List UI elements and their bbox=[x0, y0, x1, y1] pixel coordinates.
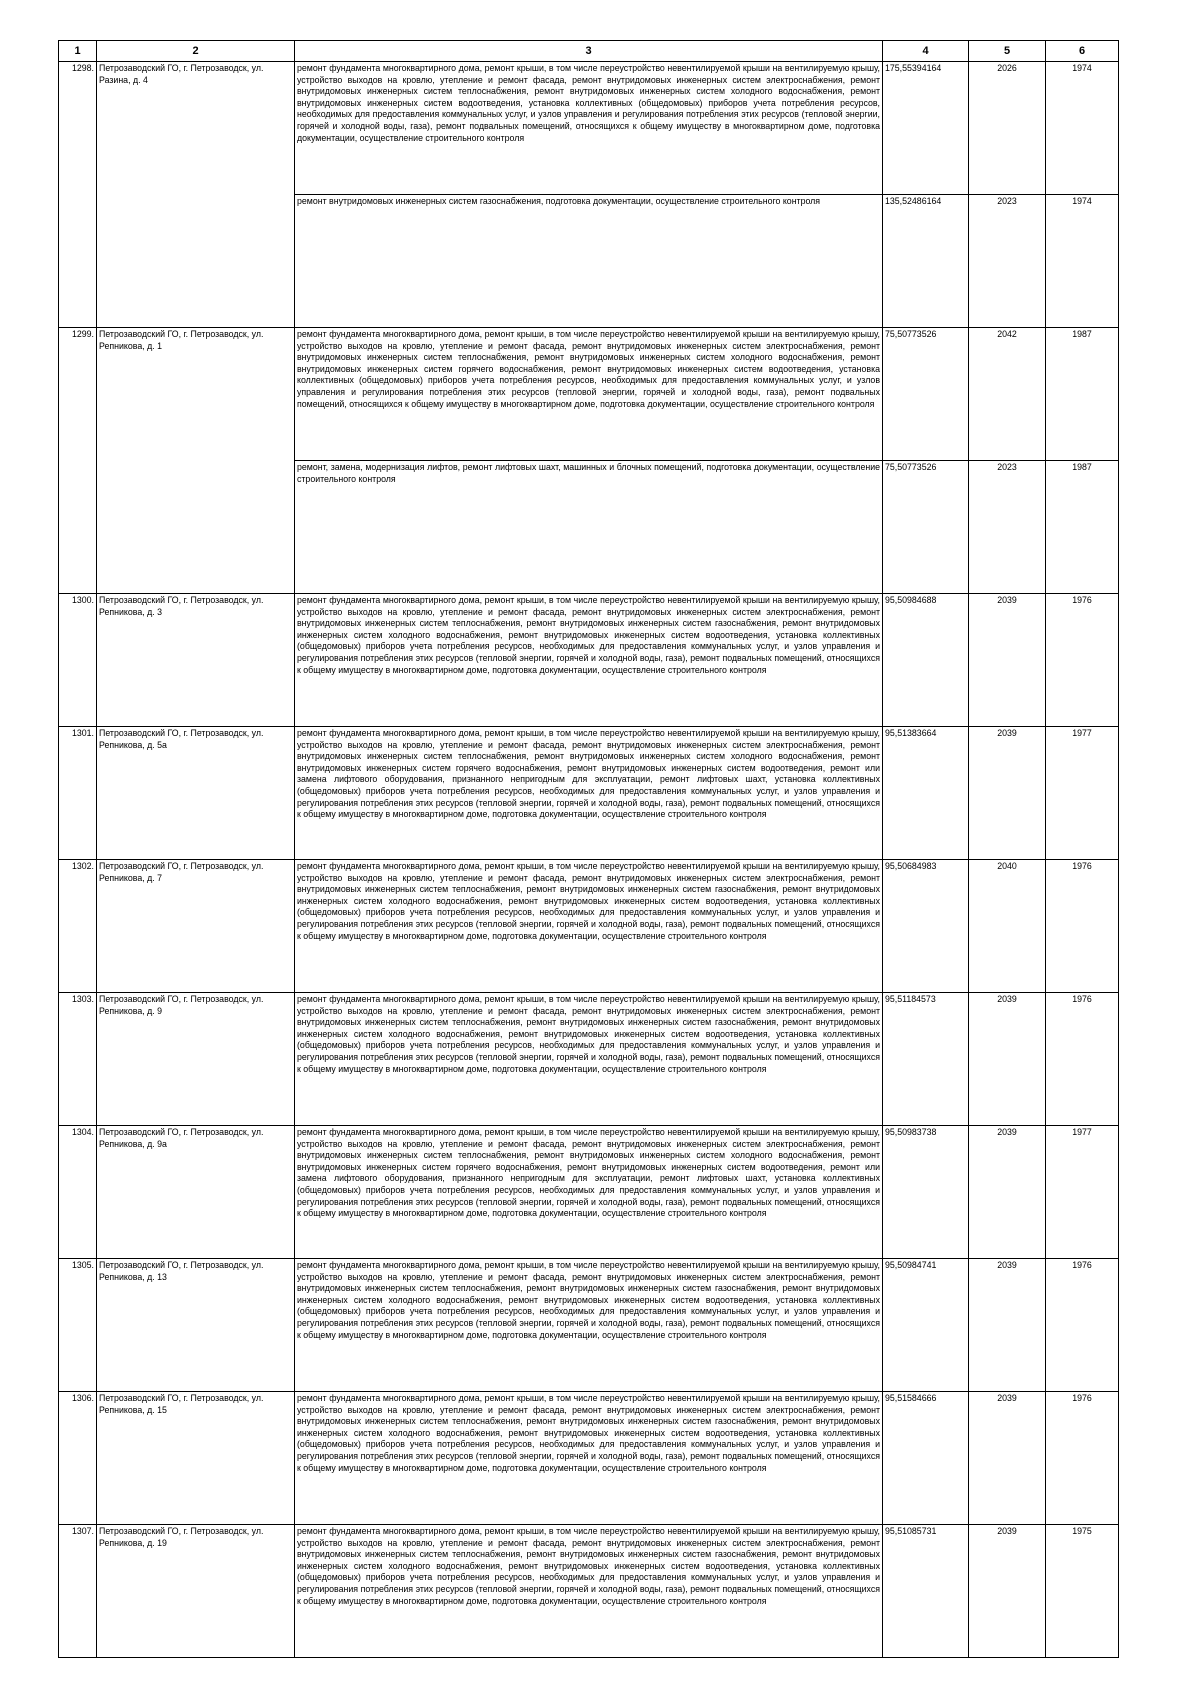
value-cell: 95,50984688 bbox=[883, 594, 969, 727]
build-year-cell: 1976 bbox=[1046, 1259, 1119, 1392]
table-row bbox=[59, 860, 1119, 993]
build-year-cell: 1976 bbox=[1046, 993, 1119, 1126]
works-cell: ремонт, замена, модернизация лифтов, ремонт лифтовых шахт, машинных и блочных помещений, подготовка документации, осуществление строительного контроля bbox=[295, 461, 883, 594]
table-row bbox=[59, 594, 1119, 727]
value-cell: 95,51085731 bbox=[883, 1525, 969, 1658]
header-col-5: 5 bbox=[969, 41, 1046, 62]
address-cell: Петрозаводский ГО, г. Петрозаводск, ул. Репникова, д. 3 bbox=[97, 594, 295, 727]
plan-year-cell: 2039 bbox=[969, 727, 1046, 860]
plan-year-cell: 2039 bbox=[969, 1126, 1046, 1259]
works-cell: ремонт фундамента многоквартирного дома, ремонт крыши, в том числе переустройство невентилируемой крыши на вентилируемую крышу, устройство выходов на кровлю, утепление и ремонт фасада, ремонт внутридомовых инженерных систем электроснабжения, ремонт внутридомовых инженерных систем теплоснабжения, ремонт внутридомовых инженерных систем газоснабжения, ремонт внутридомовых инженерных систем холодного водоснабжения, ремонт внутридомовых инженерных систем водоотведения, установка коллективных (общедомовых) приборов учета потребления ресурсов, необходимых для предоставления коммунальных услуг, и узлов управления и регулирования потребления этих ресурсов (тепловой энергии, горячей и холодной воды, газа), ремонт подвальных помещений, относящихся к общему имуществу в многоквартирном доме, подготовка документации, осуществление строительного контроля bbox=[295, 1392, 883, 1525]
build-year-cell: 1977 bbox=[1046, 727, 1119, 860]
row-number: 1304. bbox=[59, 1126, 97, 1259]
plan-year-cell: 2042 bbox=[969, 328, 1046, 461]
table-row bbox=[59, 993, 1119, 1126]
value-cell: 95,51383664 bbox=[883, 727, 969, 860]
table-row bbox=[59, 727, 1119, 860]
value-cell: 95,50983738 bbox=[883, 1126, 969, 1259]
row-number: 1299. bbox=[59, 328, 97, 594]
works-cell: ремонт фундамента многоквартирного дома, ремонт крыши, в том числе переустройство невентилируемой крыши на вентилируемую крышу, устройство выходов на кровлю, утепление и ремонт фасада, ремонт внутридомовых инженерных систем электроснабжения, ремонт внутридомовых инженерных систем теплоснабжения, ремонт внутридомовых инженерных систем газоснабжения, ремонт внутридомовых инженерных систем холодного водоснабжения, ремонт внутридомовых инженерных систем водоотведения, установка коллективных (общедомовых) приборов учета потребления ресурсов, необходимых для предоставления коммунальных услуг, и узлов управления и регулирования потребления этих ресурсов (тепловой энергии, горячей и холодной воды, газа), ремонт подвальных помещений, относящихся к общему имуществу в многоквартирном доме, подготовка документации, осуществление строительного контроля bbox=[295, 1525, 883, 1658]
address-cell: Петрозаводский ГО, г. Петрозаводск, ул. Репникова, д. 5а bbox=[97, 727, 295, 860]
header-col-3: 3 bbox=[295, 41, 883, 62]
build-year-cell: 1977 bbox=[1046, 1126, 1119, 1259]
plan-year-cell: 2040 bbox=[969, 860, 1046, 993]
works-cell: ремонт внутридомовых инженерных систем газоснабжения, подготовка документации, осуществление строительного контроля bbox=[295, 195, 883, 328]
works-cell: ремонт фундамента многоквартирного дома, ремонт крыши, в том числе переустройство невентилируемой крыши на вентилируемую крышу, устройство выходов на кровлю, утепление и ремонт фасада, ремонт внутридомовых инженерных систем электроснабжения, ремонт внутридомовых инженерных систем теплоснабжения, ремонт внутридомовых инженерных систем газоснабжения, ремонт внутридомовых инженерных систем холодного водоснабжения, ремонт внутридомовых инженерных систем водоотведения, установка коллективных (общедомовых) приборов учета потребления ресурсов, необходимых для предоставления коммунальных услуг, и узлов управления и регулирования потребления этих ресурсов (тепловой энергии, горячей и холодной воды, газа), ремонт подвальных помещений, относящихся к общему имуществу в многоквартирном доме, подготовка документации, осуществление строительного контроля bbox=[295, 594, 883, 727]
build-year-cell: 1976 bbox=[1046, 594, 1119, 727]
value-cell: 175,55394164 bbox=[883, 62, 969, 195]
works-cell: ремонт фундамента многоквартирного дома, ремонт крыши, в том числе переустройство невентилируемой крыши на вентилируемую крышу, устройство выходов на кровлю, утепление и ремонт фасада, ремонт внутридомовых инженерных систем электроснабжения, ремонт внутридомовых инженерных систем теплоснабжения, ремонт внутридомовых инженерных систем газоснабжения, ремонт внутридомовых инженерных систем холодного водоснабжения, ремонт внутридомовых инженерных систем водоотведения, установка коллективных (общедомовых) приборов учета потребления ресурсов, необходимых для предоставления коммунальных услуг, и узлов управления и регулирования потребления этих ресурсов (тепловой энергии, горячей и холодной воды, газа), ремонт подвальных помещений, относящихся к общему имуществу в многоквартирном доме, подготовка документации, осуществление строительного контроля bbox=[295, 1259, 883, 1392]
build-year-cell: 1987 bbox=[1046, 328, 1119, 461]
header-col-6: 6 bbox=[1046, 41, 1119, 62]
address-cell: Петрозаводский ГО, г. Петрозаводск, ул. Репникова, д. 15 bbox=[97, 1392, 295, 1525]
plan-year-cell: 2039 bbox=[969, 993, 1046, 1126]
plan-year-cell: 2023 bbox=[969, 461, 1046, 594]
plan-year-cell: 2039 bbox=[969, 594, 1046, 727]
value-cell: 95,51184573 bbox=[883, 993, 969, 1126]
works-cell: ремонт фундамента многоквартирного дома, ремонт крыши, в том числе переустройство невентилируемой крыши на вентилируемую крышу, устройство выходов на кровлю, утепление и ремонт фасада, ремонт внутридомовых инженерных систем электроснабжения, ремонт внутридомовых инженерных систем теплоснабжения, ремонт внутридомовых инженерных систем холодного водоснабжения, ремонт внутридомовых инженерных систем горячего водоснабжения, ремонт внутридомовых инженерных систем водоотведения, ремонт или замена лифтового оборудования, признанного непригодным для эксплуатации, ремонт лифтовых шахт, установка коллективных (общедомовых) приборов учета потребления ресурсов, необходимых для предоставления коммунальных услуг, и узлов управления и регулирования потребления этих ресурсов (тепловой энергии, горячей и холодной воды, газа), ремонт подвальных помещений, относящихся к общему имуществу в многоквартирном доме, подготовка документации, осуществление строительного контроля bbox=[295, 727, 883, 860]
works-cell: ремонт фундамента многоквартирного дома, ремонт крыши, в том числе переустройство невентилируемой крыши на вентилируемую крышу, устройство выходов на кровлю, утепление и ремонт фасада, ремонт внутридомовых инженерных систем электроснабжения, ремонт внутридомовых инженерных систем теплоснабжения, ремонт внутридомовых инженерных систем газоснабжения, ремонт внутридомовых инженерных систем холодного водоснабжения, ремонт внутридомовых инженерных систем водоотведения, установка коллективных (общедомовых) приборов учета потребления ресурсов, необходимых для предоставления коммунальных услуг, и узлов управления и регулирования потребления этих ресурсов (тепловой энергии, горячей и холодной воды, газа), ремонт подвальных помещений, относящихся к общему имуществу в многоквартирном доме, подготовка документации, осуществление строительного контроля bbox=[295, 860, 883, 993]
plan-year-cell: 2023 bbox=[969, 195, 1046, 328]
table-row bbox=[59, 1392, 1119, 1525]
plan-year-cell: 2039 bbox=[969, 1392, 1046, 1525]
row-number: 1301. bbox=[59, 727, 97, 860]
table-row bbox=[59, 1259, 1119, 1392]
value-cell: 75,50773526 bbox=[883, 461, 969, 594]
value-cell: 95,50984741 bbox=[883, 1259, 969, 1392]
value-cell: 135,52486164 bbox=[883, 195, 969, 328]
build-year-cell: 1987 bbox=[1046, 461, 1119, 594]
build-year-cell: 1974 bbox=[1046, 62, 1119, 195]
address-cell: Петрозаводский ГО, г. Петрозаводск, ул. Репникова, д. 1 bbox=[97, 328, 295, 594]
row-number: 1302. bbox=[59, 860, 97, 993]
plan-year-cell: 2039 bbox=[969, 1525, 1046, 1658]
header-col-1: 1 bbox=[59, 41, 97, 62]
value-cell: 95,51584666 bbox=[883, 1392, 969, 1525]
build-year-cell: 1976 bbox=[1046, 1392, 1119, 1525]
address-cell: Петрозаводский ГО, г. Петрозаводск, ул. Репникова, д. 9а bbox=[97, 1126, 295, 1259]
build-year-cell: 1975 bbox=[1046, 1525, 1119, 1658]
works-cell: ремонт фундамента многоквартирного дома, ремонт крыши, в том числе переустройство невентилируемой крыши на вентилируемую крышу, устройство выходов на кровлю, утепление и ремонт фасада, ремонт внутридомовых инженерных систем электроснабжения, ремонт внутридомовых инженерных систем теплоснабжения, ремонт внутридомовых инженерных систем газоснабжения, ремонт внутридомовых инженерных систем холодного водоснабжения, ремонт внутридомовых инженерных систем водоотведения, установка коллективных (общедомовых) приборов учета потребления ресурсов, необходимых для предоставления коммунальных услуг, и узлов управления и регулирования потребления этих ресурсов (тепловой энергии, горячей и холодной воды, газа), ремонт подвальных помещений, относящихся к общему имуществу в многоквартирном доме, подготовка документации, осуществление строительного контроля bbox=[295, 993, 883, 1126]
address-cell: Петрозаводский ГО, г. Петрозаводск, ул. Разина, д. 4 bbox=[97, 62, 295, 328]
row-number: 1303. bbox=[59, 993, 97, 1126]
row-number: 1300. bbox=[59, 594, 97, 727]
row-number: 1306. bbox=[59, 1392, 97, 1525]
works-cell: ремонт фундамента многоквартирного дома, ремонт крыши, в том числе переустройство невентилируемой крыши на вентилируемую крышу, устройство выходов на кровлю, утепление и ремонт фасада, ремонт внутридомовых инженерных систем электроснабжения, ремонт внутридомовых инженерных систем теплоснабжения, ремонт внутридомовых инженерных систем холодного водоснабжения, ремонт внутридомовых инженерных систем водоотведения, установка коллективных (общедомовых) приборов учета потребления ресурсов, необходимых для предоставления коммунальных услуг, и узлов управления и регулирования потребления этих ресурсов (тепловой энергии, горячей и холодной воды, газа), ремонт подвальных помещений, относящихся к общему имуществу в многоквартирном доме, подготовка документации, осуществление строительного контроля bbox=[295, 62, 883, 195]
table-row bbox=[59, 328, 1119, 461]
works-table bbox=[58, 40, 1119, 1658]
header-row bbox=[59, 41, 1119, 62]
address-cell: Петрозаводский ГО, г. Петрозаводск, ул. Репникова, д. 9 bbox=[97, 993, 295, 1126]
table-row bbox=[59, 1126, 1119, 1259]
address-cell: Петрозаводский ГО, г. Петрозаводск, ул. Репникова, д. 19 bbox=[97, 1525, 295, 1658]
row-number: 1305. bbox=[59, 1259, 97, 1392]
table-row bbox=[59, 1525, 1119, 1658]
table-row bbox=[59, 62, 1119, 195]
build-year-cell: 1976 bbox=[1046, 860, 1119, 993]
header-col-4: 4 bbox=[883, 41, 969, 62]
works-cell: ремонт фундамента многоквартирного дома, ремонт крыши, в том числе переустройство невентилируемой крыши на вентилируемую крышу, устройство выходов на кровлю, утепление и ремонт фасада, ремонт внутридомовых инженерных систем электроснабжения, ремонт внутридомовых инженерных систем теплоснабжения, ремонт внутридомовых инженерных систем холодного водоснабжения, ремонт внутридомовых инженерных систем горячего водоснабжения, ремонт внутридомовых инженерных систем водоотведения, установка коллективных (общедомовых) приборов учета потребления ресурсов, необходимых для предоставления коммунальных услуг, и узлов управления и регулирования потребления этих ресурсов (тепловой энергии, горячей и холодной воды, газа), ремонт подвальных помещений, относящихся к общему имуществу в многоквартирном доме, подготовка документации, осуществление строительного контроля bbox=[295, 328, 883, 461]
plan-year-cell: 2039 bbox=[969, 1259, 1046, 1392]
address-cell: Петрозаводский ГО, г. Петрозаводск, ул. Репникова, д. 13 bbox=[97, 1259, 295, 1392]
row-number: 1307. bbox=[59, 1525, 97, 1658]
works-cell: ремонт фундамента многоквартирного дома, ремонт крыши, в том числе переустройство невентилируемой крыши на вентилируемую крышу, устройство выходов на кровлю, утепление и ремонт фасада, ремонт внутридомовых инженерных систем электроснабжения, ремонт внутридомовых инженерных систем теплоснабжения, ремонт внутридомовых инженерных систем холодного водоснабжения, ремонт внутридомовых инженерных систем горячего водоснабжения, ремонт внутридомовых инженерных систем водоотведения, ремонт или замена лифтового оборудования, признанного непригодным для эксплуатации, ремонт лифтовых шахт, установка коллективных (общедомовых) приборов учета потребления ресурсов, необходимых для предоставления коммунальных услуг, и узлов управления и регулирования потребления этих ресурсов (тепловой энергии, горячей и холодной воды, газа), ремонт подвальных помещений, относящихся к общему имуществу в многоквартирном доме, подготовка документации, осуществление строительного контроля bbox=[295, 1126, 883, 1259]
build-year-cell: 1974 bbox=[1046, 195, 1119, 328]
value-cell: 75,50773526 bbox=[883, 328, 969, 461]
value-cell: 95,50684983 bbox=[883, 860, 969, 993]
plan-year-cell: 2026 bbox=[969, 62, 1046, 195]
address-cell: Петрозаводский ГО, г. Петрозаводск, ул. Репникова, д. 7 bbox=[97, 860, 295, 993]
header-col-2: 2 bbox=[97, 41, 295, 62]
row-number: 1298. bbox=[59, 62, 97, 328]
